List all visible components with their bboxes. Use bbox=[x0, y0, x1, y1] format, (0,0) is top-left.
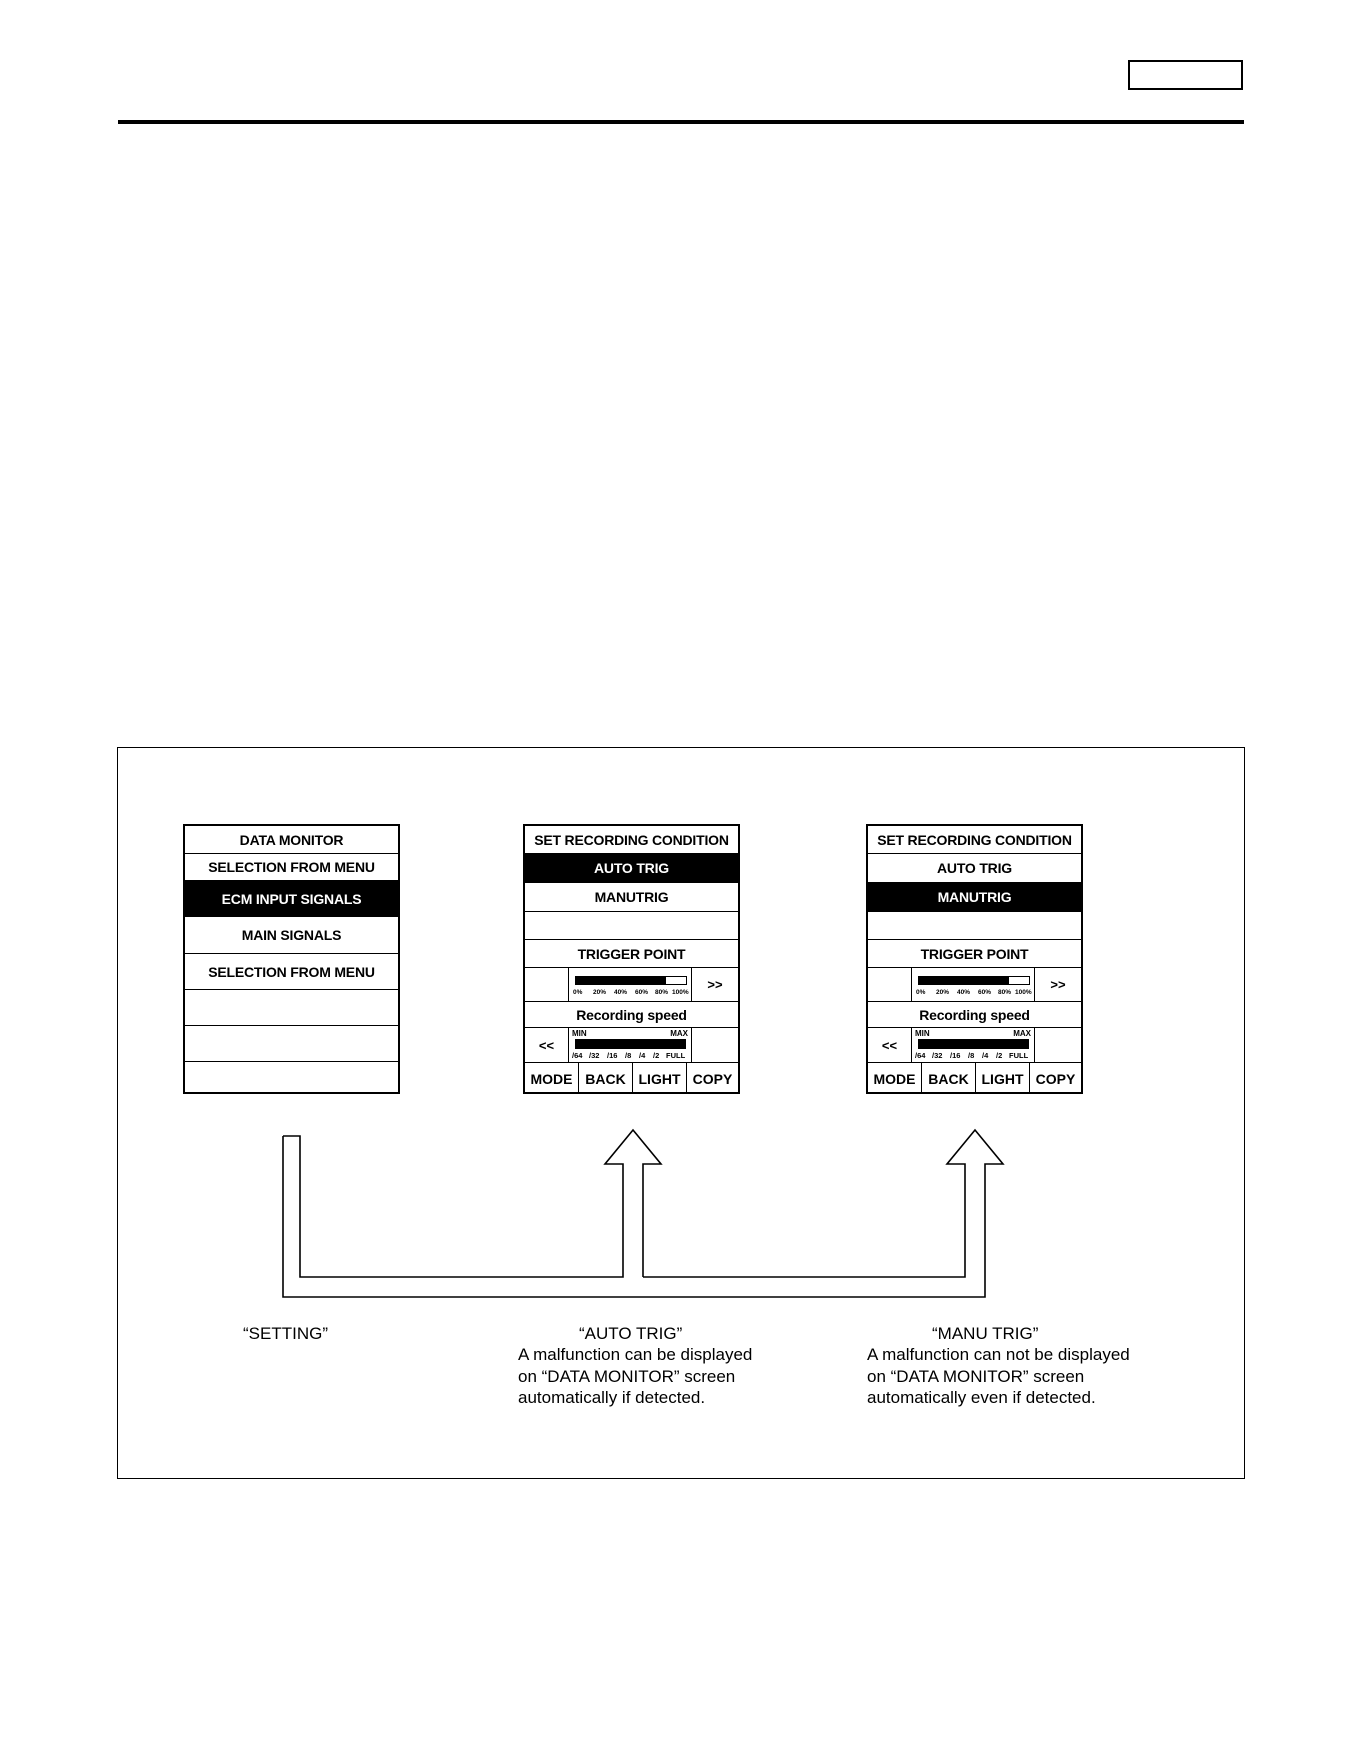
copy-button[interactable]: COPY bbox=[1035, 1070, 1076, 1087]
back-button[interactable]: BACK bbox=[922, 1063, 976, 1094]
speed-tick: /4 bbox=[639, 1051, 646, 1060]
auto-trig-option[interactable]: AUTO TRIG bbox=[525, 854, 738, 883]
speed-min-label: MIN bbox=[572, 1029, 587, 1038]
trigger-point-label: TRIGGER POINT bbox=[525, 940, 738, 968]
manu-trig-option[interactable]: MANUTRIG bbox=[525, 883, 738, 912]
speed-tick: /16 bbox=[950, 1051, 961, 1060]
speed-min-label: MIN bbox=[915, 1029, 930, 1038]
speed-max-label: MAX bbox=[670, 1029, 688, 1038]
prev-button[interactable]: << bbox=[525, 1028, 569, 1062]
speed-tick: /8 bbox=[625, 1051, 632, 1060]
next-button[interactable]: >> bbox=[1050, 977, 1066, 992]
speed-tick: FULL bbox=[666, 1051, 686, 1060]
auto-trig-caption-line: automatically if detected. bbox=[518, 1388, 706, 1407]
trigger-tick: 60% bbox=[978, 989, 992, 996]
manu-trig-caption-line: on “DATA MONITOR” screen bbox=[867, 1367, 1085, 1386]
trigger-tick: 40% bbox=[957, 989, 971, 996]
speed-tick: /2 bbox=[653, 1051, 660, 1060]
trigger-tick: 60% bbox=[635, 989, 649, 996]
mode-button[interactable]: MODE bbox=[525, 1063, 579, 1094]
auto-trig-caption-title: “AUTO TRIG” bbox=[579, 1324, 683, 1343]
speed-tick: /64 bbox=[915, 1051, 926, 1060]
manu-trig-caption-title: “MANU TRIG” bbox=[932, 1324, 1039, 1343]
recording-speed-label: Recording speed bbox=[868, 1002, 1081, 1028]
menu-item[interactable]: SELECTION FROM MENU bbox=[185, 854, 398, 881]
menu-item[interactable]: SELECTION FROM MENU bbox=[185, 954, 398, 990]
trigger-tick: 20% bbox=[936, 989, 950, 996]
speed-tick: /32 bbox=[589, 1051, 600, 1060]
speed-max-label: MAX bbox=[1013, 1029, 1031, 1038]
speed-tick: FULL bbox=[1009, 1051, 1029, 1060]
trigger-tick: 100% bbox=[1015, 989, 1032, 996]
copy-button[interactable]: COPY bbox=[692, 1070, 733, 1087]
manu-trig-caption-line: automatically even if detected. bbox=[867, 1388, 1096, 1407]
manu-trig-option[interactable]: MANUTRIG bbox=[868, 883, 1081, 912]
light-button[interactable]: LIGHT bbox=[976, 1063, 1030, 1094]
speed-tick: /8 bbox=[968, 1051, 975, 1060]
next-button[interactable]: >> bbox=[707, 977, 723, 992]
trigger-tick: 20% bbox=[593, 989, 607, 996]
trigger-tick: 0% bbox=[916, 989, 926, 996]
manu-trig-caption-line: A malfunction can not be displayed bbox=[867, 1345, 1130, 1364]
light-button[interactable]: LIGHT bbox=[633, 1063, 687, 1094]
speed-tick: /2 bbox=[996, 1051, 1003, 1060]
screen-title: SET RECORDING CONDITION bbox=[868, 826, 1081, 854]
menu-item-selected[interactable]: ECM INPUT SIGNALS bbox=[185, 881, 398, 917]
speed-tick: /64 bbox=[572, 1051, 583, 1060]
flow-arrow-to-auto-trig bbox=[283, 1130, 661, 1277]
prev-button[interactable]: << bbox=[868, 1028, 912, 1062]
trigger-tick: 0% bbox=[573, 989, 583, 996]
auto-trig-caption-line: on “DATA MONITOR” screen bbox=[518, 1367, 736, 1386]
trigger-tick: 100% bbox=[672, 989, 689, 996]
auto-trig-option[interactable]: AUTO TRIG bbox=[868, 854, 1081, 883]
speed-tick: /16 bbox=[607, 1051, 618, 1060]
screen-title: SET RECORDING CONDITION bbox=[525, 826, 738, 854]
speed-tick: /4 bbox=[982, 1051, 989, 1060]
back-button[interactable]: BACK bbox=[579, 1063, 633, 1094]
trigger-point-label: TRIGGER POINT bbox=[868, 940, 1081, 968]
setting-caption: “SETTING” bbox=[243, 1324, 328, 1343]
trigger-tick: 80% bbox=[998, 989, 1012, 996]
trigger-tick: 40% bbox=[614, 989, 628, 996]
menu-item[interactable]: MAIN SIGNALS bbox=[185, 917, 398, 954]
speed-tick: /32 bbox=[932, 1051, 943, 1060]
mode-button[interactable]: MODE bbox=[868, 1063, 922, 1094]
recording-speed-label: Recording speed bbox=[525, 1002, 738, 1028]
trigger-tick: 80% bbox=[655, 989, 669, 996]
auto-trig-caption-line: A malfunction can be displayed bbox=[518, 1345, 753, 1364]
screen-title: DATA MONITOR bbox=[185, 826, 398, 854]
